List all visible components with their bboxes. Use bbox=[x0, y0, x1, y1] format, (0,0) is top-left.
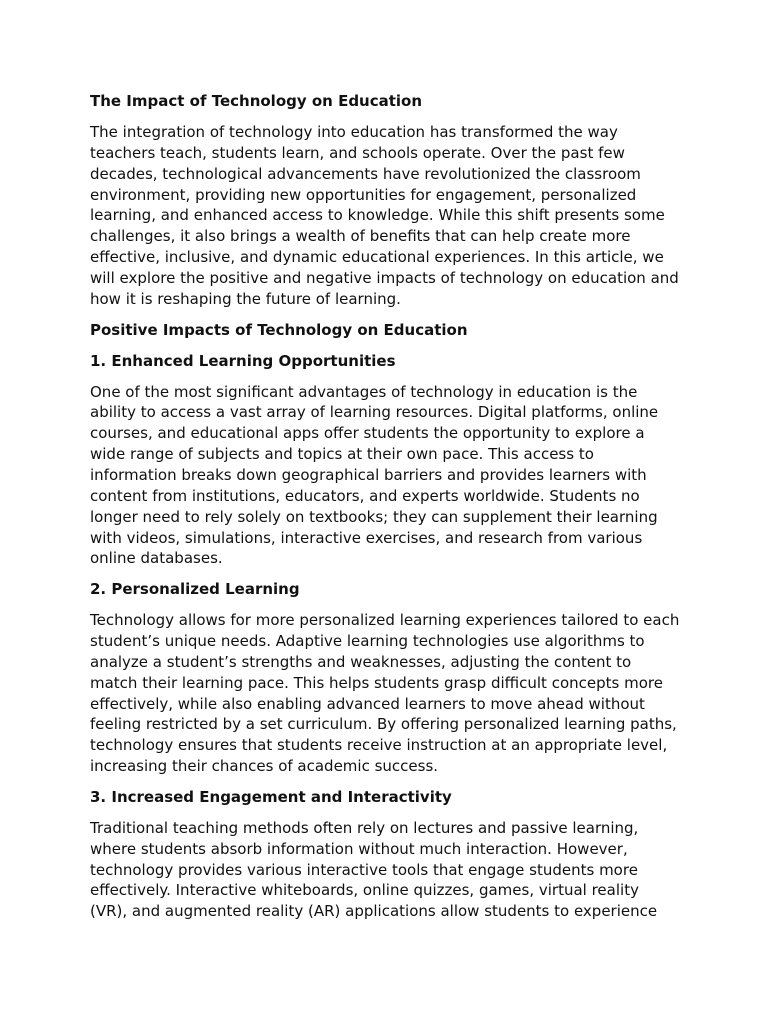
document-page bbox=[90, 91, 680, 922]
subsection-heading-1: 1. Enhanced Learning Opportunities bbox=[90, 351, 396, 370]
subsection-body-2: Technology allows for more personalized learning experiences tailored to each student’s unique needs. Adaptive learning technologies use algorithms to analyze a student’s strengths and weaknesses, adjusting the content to match their learning pace. This helps students grasp difficult concepts more effectively, while also enabling advanced learners to move ahead without feeling restricted by a set curriculum. By offering personalized learning paths, technology ensures that students receive instruction at an appropriate level, increasing their chances of academic success. bbox=[90, 611, 680, 776]
section-heading: Positive Impacts of Technology on Education bbox=[90, 320, 468, 339]
subsection-body-3: Traditional teaching methods often rely on lectures and passive learning, where students absorb information without much interaction. However, technology provides various interactive tools that engage students more effectively. Interactive whiteboards, online quizzes, games, virtual reality (VR), and augmented reality (AR) applications allow students to experience bbox=[90, 818, 658, 921]
subsection-heading-3: 3. Increased Engagement and Interactivity bbox=[90, 787, 452, 806]
subsection-body-1: One of the most significant advantages of technology in education is the ability to access a vast array of learning resources. Digital platforms, online courses, and educational apps offer students the opportunity to explore a wide range of subjects and topics at their own pace. This access to information breaks down geographical barriers and provides learners with content from institutions, educators, and experts worldwide. Students no longer need to rely solely on textbooks; they can supplement their learning with videos, simulations, interactive exercises, and research from various online databases. bbox=[90, 382, 659, 568]
document-title: The Impact of Technology on Education bbox=[90, 92, 423, 110]
intro-paragraph: The integration of technology into education has transformed the way teachers teach, students learn, and schools operate. Over the past few decades, technological advancements have revolutionized the classroom environment, providing new opportunities for engagement, personalized learning, and enhanced access to knowledge. While this shift presents some challenges, it also brings a wealth of benefits that can help create more effective, inclusive, and dynamic educational experiences. In this article, we will explore the positive and negative impacts of technology on education and how it is reshaping the future of learning. bbox=[90, 123, 679, 308]
subsection-heading-2: 2. Personalized Learning bbox=[90, 580, 300, 599]
